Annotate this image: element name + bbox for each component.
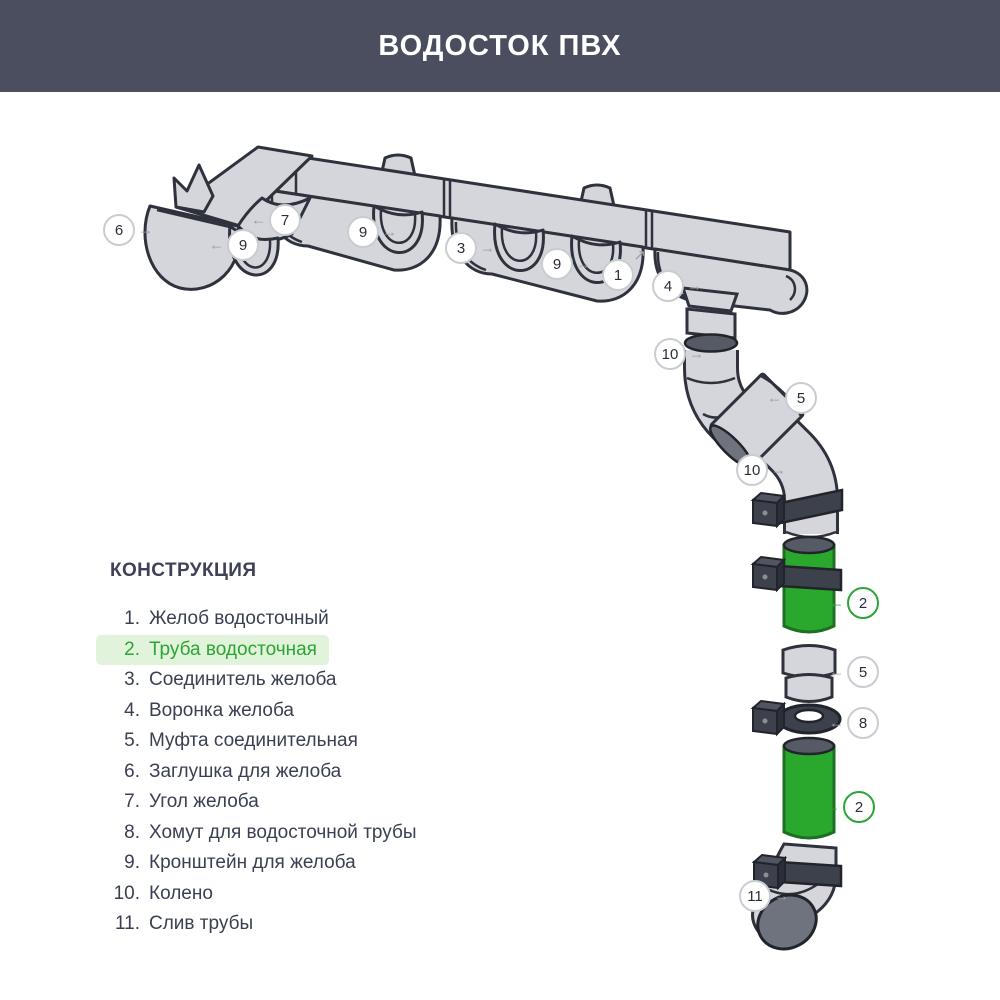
legend-item-11 [96, 909, 265, 940]
legend-item-4 [96, 696, 306, 727]
legend-item-label: Труба водосточная [149, 638, 317, 660]
legend-item-number: 5. [124, 730, 140, 752]
legend-list [96, 604, 429, 940]
callout-number: 5 [858, 663, 868, 681]
callout-number: 7 [280, 211, 290, 229]
callout-11 [739, 880, 789, 912]
legend-item-number: 3. [124, 669, 140, 691]
callout-number: 3 [456, 239, 466, 257]
callout-number: 9 [358, 223, 368, 241]
legend-item-number: 10. [113, 882, 140, 904]
callout-3 [445, 232, 495, 264]
callout-number: 5 [796, 389, 806, 407]
legend-item-10 [96, 879, 225, 910]
callout-arrow-icon: → [576, 255, 591, 273]
callout-6 [103, 214, 153, 246]
callout-number: 8 [858, 714, 868, 732]
legend-item-number: 7. [124, 791, 140, 813]
callout-2 [825, 791, 875, 823]
legend-item-label: Колено [149, 882, 213, 904]
callout-4 [652, 270, 702, 302]
page-title: ВОДОСТОК ПВХ [378, 29, 622, 62]
callout-2 [829, 587, 879, 619]
callout-arrow-icon: → [774, 887, 789, 905]
legend-item-label: Соединитель желоба [149, 669, 337, 691]
callout-number: 1 [613, 266, 623, 284]
callout-arrow-icon: → [382, 223, 397, 241]
legend-item-label: Муфта соединительная [149, 730, 358, 752]
legend-item-number: 2. [124, 638, 140, 660]
callout-5 [829, 656, 879, 688]
callout-arrow-icon: → [480, 239, 495, 257]
legend-item-number: 6. [124, 760, 140, 782]
legend-item-3 [96, 665, 348, 696]
legend-item-number: 4. [124, 699, 140, 721]
legend-item-label: Хомут для водосточной трубы [149, 821, 417, 843]
callout-number: 10 [743, 461, 761, 479]
legend-item-number: 9. [124, 852, 140, 874]
callout-arrow-icon: → [771, 461, 786, 479]
legend-item-label: Угол желоба [149, 791, 259, 813]
callout-arrow-icon: ← [825, 798, 840, 816]
callout-number: 6 [114, 221, 124, 239]
callout-number: 10 [661, 345, 679, 363]
legend-item-8 [96, 818, 429, 849]
legend-item-1 [96, 604, 341, 635]
legend-item-7 [96, 787, 271, 818]
legend-item-6 [96, 757, 353, 788]
legend-item-label: Заглушка для желоба [149, 760, 342, 782]
legend-item-label: Слив трубы [149, 913, 254, 935]
callout-arrow-icon: ↗ [633, 247, 646, 264]
callout-5 [767, 382, 817, 414]
callout-arrow-icon: ← [829, 594, 844, 612]
legend-item-label: Воронка желоба [149, 699, 294, 721]
callout-8 [829, 707, 879, 739]
legend-item-number: 11. [114, 913, 140, 935]
callout-number: 11 [747, 887, 763, 905]
callout-10 [654, 338, 704, 370]
callout-arrow-icon: ← [829, 714, 844, 732]
callout-arrow-icon: → [687, 277, 702, 295]
legend-item-label: Кронштейн для желоба [149, 852, 356, 874]
callout-arrow-icon: ← [209, 236, 224, 254]
callout-number: 4 [663, 277, 673, 295]
callout-arrow-icon: → [138, 221, 153, 239]
callout-9 [347, 216, 397, 248]
legend-item-2 [96, 635, 329, 666]
callout-9 [209, 229, 259, 261]
callout-number: 9 [238, 236, 248, 254]
callout-7 [251, 204, 301, 236]
legend-item-9 [96, 848, 368, 879]
legend-heading: КОНСТРУКЦИЯ [110, 560, 257, 581]
callout-number: 2 [854, 798, 864, 816]
legend-item-5 [96, 726, 370, 757]
legend-item-number: 1. [124, 608, 140, 630]
callout-number: 9 [552, 255, 562, 273]
callout-number: 2 [858, 594, 868, 612]
callout-arrow-icon: ← [251, 211, 266, 229]
callout-9 [541, 248, 591, 280]
legend-item-label: Желоб водосточный [149, 608, 329, 630]
callout-arrow-icon: ← [767, 389, 782, 407]
legend-item-number: 8. [124, 821, 140, 843]
callout-10 [736, 454, 786, 486]
callout-arrow-icon: ← [829, 663, 844, 681]
callout-arrow-icon: → [689, 345, 704, 363]
callout-1 [602, 247, 646, 291]
legend [96, 560, 429, 940]
